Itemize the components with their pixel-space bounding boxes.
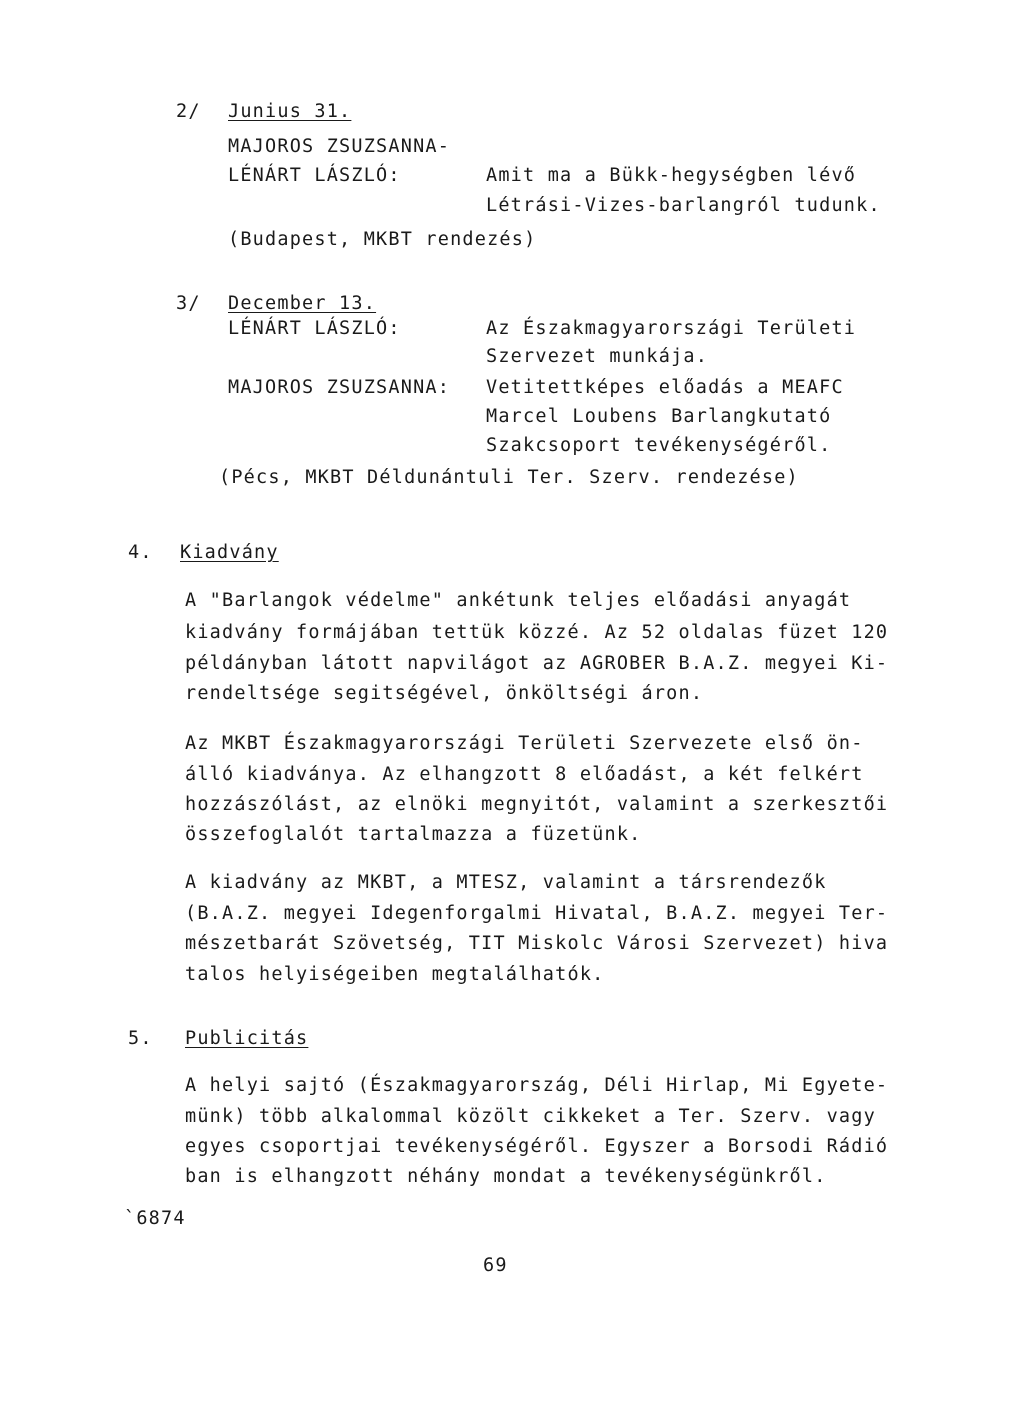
section5-number: 5. (128, 1028, 153, 1049)
item2-number: 2/ (176, 101, 201, 122)
item3-number: 3/ (176, 293, 201, 314)
item3-speaker1: LÉNÁRT LÁSZLÓ: (228, 318, 401, 339)
item2-topic-line1: Amit ma a Bükk-hegységben lévő (486, 165, 857, 186)
section5-p1-line: A helyi sajtó (Északmagyarország, Déli Hirlap, Mi Egyete- (185, 1075, 889, 1096)
item3-talk2-line2: Marcel Loubens Barlangkutató (486, 406, 832, 427)
item3-talk2-line3: Szakcsoport tevékenységéről. (486, 435, 832, 456)
section4-p3-line: (B.A.Z. megyei Idegenforgalmi Hivatal, B.A.Z. megyei Ter- (185, 903, 889, 924)
section5-p1-line: ban is elhangzott néhány mondat a tevékenységünkről. (185, 1166, 827, 1187)
section4-p1-line: kiadvány formájában tettük közzé. Az 52 oldalas füzet 120 (185, 622, 889, 643)
section4-p3-line: mészetbarát Szövetség, TIT Miskolc Városi Szervezet) hiva (185, 933, 889, 954)
section4-heading: Kiadvány (180, 542, 279, 563)
section4-p2-line: álló kiadványa. Az elhangzott 8 előadást, a két felkért (185, 764, 864, 785)
doc-code: `6874 (124, 1208, 186, 1229)
section5-p1-line: egyes csoportjai tevékenységéről. Egyszer a Borsodi Rádió (185, 1136, 889, 1157)
item2-speaker1: MAJOROS ZSUZSANNA- (228, 136, 451, 157)
section4-p3-line: talos helyiségeiben megtalálhatók. (185, 964, 605, 985)
section4-p1-line: példányban látott napvilágot az AGROBER B.A.Z. megyei Ki- (185, 653, 889, 674)
section4-p3-line: A kiadvány az MKBT, a MTESZ, valamint a társrendezők (185, 872, 827, 893)
section4-p1-line: A "Barlangok védelme" ankétunk teljes előadási anyagát (185, 590, 852, 611)
item2-date: Junius 31. (228, 101, 352, 122)
section5-p1-line: münk) több alkalommal közölt cikkeket a Ter. Szerv. vagy (185, 1106, 876, 1127)
section5-heading: Publicitás (185, 1028, 309, 1049)
item3-date: December 13. (228, 293, 377, 314)
section4-number: 4. (128, 542, 153, 563)
item3-talk2-line1: Vetitettképes előadás a MEAFC (486, 377, 844, 398)
section4-p2-line: hozzászólást, az elnöki megnyitót, valamint a szerkesztői (185, 794, 889, 815)
item3-talk1-line1: Az Északmagyarországi Területi (486, 318, 857, 339)
section4-p2-line: összefoglalót tartalmazza a füzetünk. (185, 824, 642, 845)
item2-venue: (Budapest, MKBT rendezés) (228, 229, 537, 250)
section4-p1-line: rendeltsége segitségével, önköltségi áron. (185, 683, 704, 704)
item3-talk1-line2: Szervezet munkája. (486, 346, 709, 367)
item3-venue: (Pécs, MKBT Déldunántuli Ter. Szerv. rendezése) (219, 467, 799, 488)
item2-topic-line2: Létrási-Vizes-barlangról tudunk. (486, 195, 881, 216)
page-number: 69 (483, 1255, 508, 1276)
item2-speaker2: LÉNÁRT LÁSZLÓ: (228, 165, 401, 186)
item3-speaker2: MAJOROS ZSUZSANNA: (228, 377, 451, 398)
section4-p2-line: Az MKBT Északmagyarországi Területi Szervezete első ön- (185, 733, 864, 754)
